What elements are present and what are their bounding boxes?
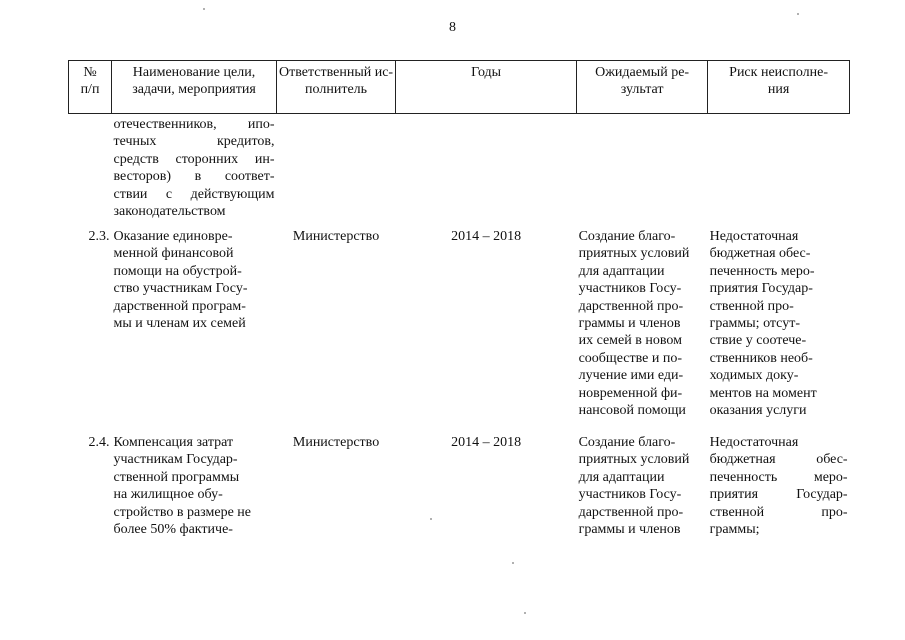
text-line: Создание благо- <box>578 229 676 244</box>
text-line: менной финансовой <box>113 246 234 262</box>
cell-years: 2014 – 2018 <box>451 435 522 450</box>
scan-speck <box>430 518 432 520</box>
cell-years <box>396 114 577 229</box>
text-line: ствии с действующим <box>113 186 275 202</box>
header-risk-line: ния <box>767 82 790 98</box>
text-line: оказания услуги <box>709 403 807 419</box>
text-line: граммы и членов <box>578 316 681 332</box>
text-line: граммы и членов <box>578 522 681 538</box>
header-result <box>577 61 708 114</box>
text-line: ственной программы <box>113 469 240 485</box>
header-name-line: Наименование цели, <box>132 65 256 80</box>
text-line: граммы; отсут- <box>709 316 800 332</box>
text-line: для адаптации <box>578 263 665 279</box>
header-risk-line: Риск неисполне- <box>729 65 829 80</box>
text-line: течных кредитов, <box>113 134 275 150</box>
header-name <box>112 61 277 114</box>
header-num-line: п/п <box>80 82 100 98</box>
text-line: стройство в размере не <box>113 504 251 520</box>
text-line: дарственной програм- <box>113 298 246 314</box>
text-line: Компенсация затрат <box>113 435 234 450</box>
text-line: сообществе и по- <box>578 350 682 366</box>
scan-speck <box>797 13 799 15</box>
text-line: Оказание единовре- <box>113 229 233 244</box>
page-number: 8 <box>449 20 456 35</box>
table-row-continuation <box>69 114 850 229</box>
text-line: более 50% фактиче- <box>113 522 233 538</box>
text-line: печенность меро- <box>709 469 848 485</box>
text-line: приятия Государ- <box>709 487 848 503</box>
cell-name <box>112 114 277 229</box>
header-years <box>396 61 577 114</box>
cell-result <box>577 434 708 544</box>
text-line: на жилищное обу- <box>113 487 223 503</box>
text-line: ственной про- <box>709 298 794 314</box>
cell-executor <box>277 114 396 229</box>
text-line: ствие у соотече- <box>709 333 807 349</box>
text-line: отечественников, ипо- <box>113 117 275 132</box>
header-num-line: № <box>83 65 97 80</box>
cell-name <box>112 434 277 544</box>
text-line: Недостаточная <box>709 229 799 244</box>
text-line: лучение ими еди- <box>578 368 684 384</box>
cell-name <box>112 228 277 434</box>
header-executor <box>277 61 396 114</box>
table-header-row <box>69 61 850 114</box>
text-line: участников Госу- <box>578 487 682 503</box>
cell-result <box>577 114 708 229</box>
header-executor-line: Ответственный ис- <box>279 65 394 80</box>
text-line: приятных условий <box>578 246 690 262</box>
program-table <box>68 60 850 544</box>
text-line: дарственной про- <box>578 298 684 314</box>
scan-speck <box>203 8 205 10</box>
header-result-line: зультат <box>620 82 664 98</box>
cell-risk <box>708 228 850 434</box>
text-line: нансовой помощи <box>578 403 686 419</box>
cell-risk <box>708 434 850 544</box>
text-line: ходимых доку- <box>709 368 799 384</box>
cell-num <box>69 114 112 229</box>
text-line: приятных условий <box>578 452 690 468</box>
cell-risk <box>708 114 850 229</box>
text-line: дарственной про- <box>578 504 684 520</box>
text-line: участникам Государ- <box>113 452 238 468</box>
text-line: участников Госу- <box>578 281 682 297</box>
header-executor-line: полнитель <box>305 82 368 98</box>
text-line: ственной про- <box>709 504 848 520</box>
text-line: мы и членам их семей <box>113 316 246 332</box>
table-row <box>69 228 850 434</box>
text-line: новременной фи- <box>578 385 683 401</box>
text-line: ство участникам Госу- <box>113 281 248 297</box>
header-num <box>69 61 112 114</box>
text-line: Недостаточная <box>709 435 799 450</box>
text-line: Создание благо- <box>578 435 676 450</box>
header-years-line: Годы <box>471 65 502 80</box>
text-line: средств сторонних ин- <box>113 151 275 167</box>
text-line: ментов на момент <box>709 385 817 401</box>
text-line: приятия Государ- <box>709 281 813 297</box>
cell-executor: Министерство <box>292 435 380 450</box>
text-line: печенность меро- <box>709 263 815 279</box>
header-result-line: Ожидаемый ре- <box>595 65 690 80</box>
cell-years: 2014 – 2018 <box>451 229 522 244</box>
text-line: ственников необ- <box>709 350 813 366</box>
text-line: бюджетная обес- <box>709 452 848 468</box>
text-line: законодательством <box>113 204 226 220</box>
header-risk <box>708 61 850 114</box>
cell-executor: Министерство <box>292 229 380 244</box>
cell-num: 2.4. <box>88 435 110 450</box>
text-line: для адаптации <box>578 469 665 485</box>
scan-speck <box>524 612 526 614</box>
header-name-line: задачи, мероприятия <box>132 82 256 98</box>
text-line: граммы; <box>709 522 760 538</box>
text-line: бюджетная обес- <box>709 246 811 262</box>
scan-speck <box>512 562 514 564</box>
table-row <box>69 434 850 544</box>
text-line: помощи на обустрой- <box>113 263 242 279</box>
text-line: их семей в новом <box>578 333 682 349</box>
cell-num: 2.3. <box>88 229 110 244</box>
cell-result <box>577 228 708 434</box>
text-line: весторов) в соответ- <box>113 169 275 185</box>
